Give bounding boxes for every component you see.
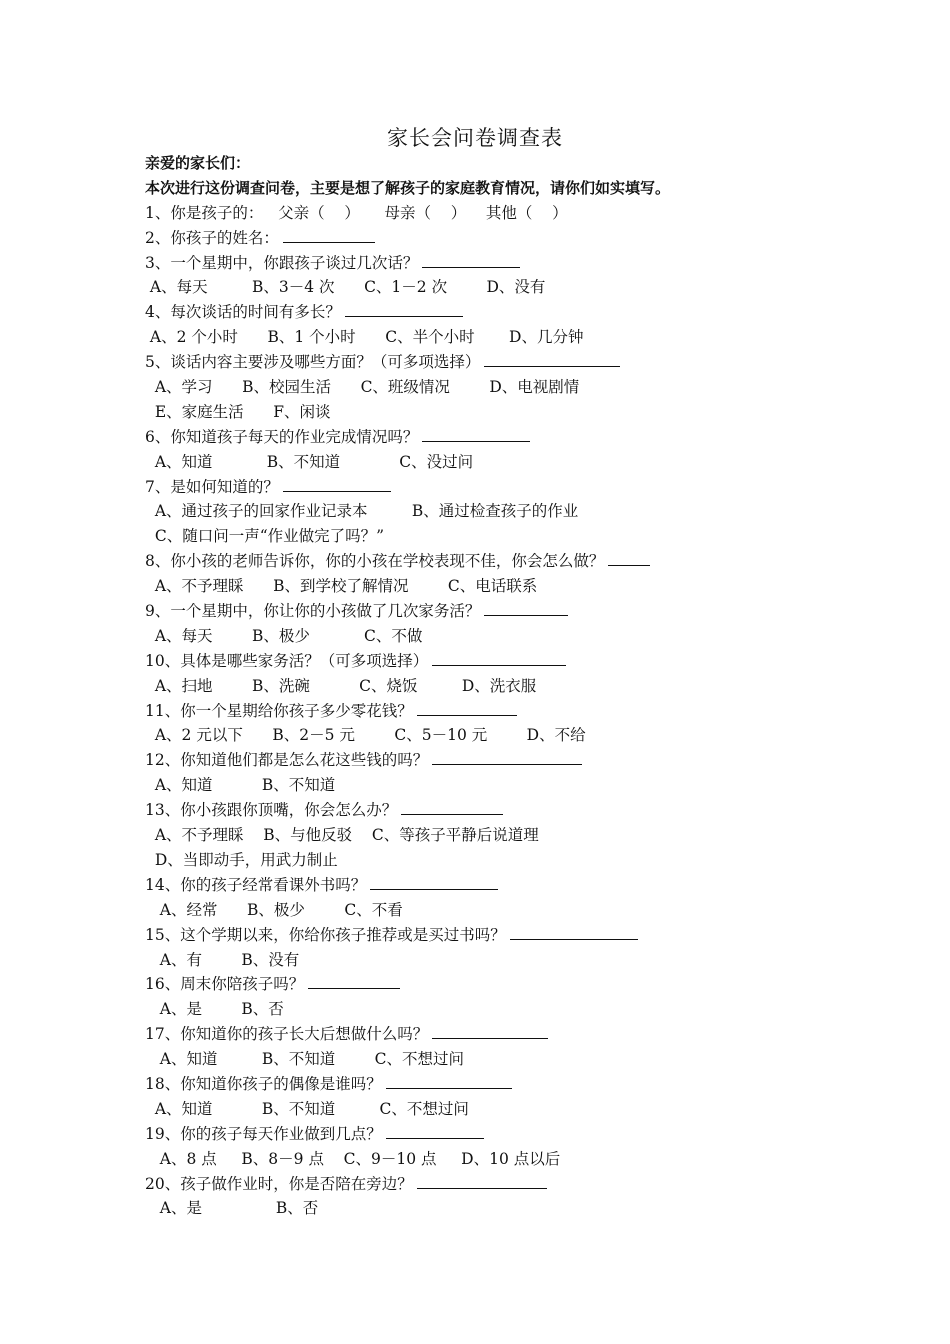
answer-options: A、知道 B、不知道 C、没过问	[145, 452, 474, 471]
question-text: 11、你一个星期给你孩子多少零花钱？	[145, 701, 413, 720]
answer-blank[interactable]	[432, 650, 566, 666]
question-text: 1、你是孩子的： 父亲（ ） 母亲（ ） 其他（ ）	[145, 203, 568, 222]
question-16	[145, 972, 845, 997]
greeting: 亲爱的家长们：	[145, 154, 251, 172]
question-17	[145, 1022, 845, 1047]
answer-options: A、知道 B、不知道	[145, 776, 336, 795]
answer-blank[interactable]	[417, 700, 517, 716]
answer-options: A、通过孩子的回家作业记录本 B、通过检查孩子的作业	[145, 502, 579, 521]
answer-blank[interactable]	[484, 351, 620, 367]
question-text: 9、一个星期中，你让你的小孩做了几次家务活？	[145, 602, 481, 621]
answer-blank[interactable]	[401, 799, 503, 815]
question-text: 12、你知道他们都是怎么花这些钱的吗？	[145, 751, 429, 770]
answer-blank[interactable]	[386, 1123, 484, 1139]
question-15	[145, 923, 845, 948]
answer-options: A、知道 B、不知道 C、不想过问	[145, 1050, 464, 1069]
answer-options: C、随口问一声“作业做完了吗？”	[145, 527, 385, 546]
question-13	[145, 798, 845, 823]
answer-blank[interactable]	[608, 550, 650, 566]
answer-options: A、8 点 B、8－9 点 C、9－10 点 D、10 点以后	[145, 1149, 561, 1168]
answer-options: A、2 个小时 B、1 个小时 C、半个小时 D、几分钟	[145, 328, 584, 347]
question-14	[145, 873, 845, 898]
answer-blank[interactable]	[432, 1023, 548, 1039]
question-text: 17、你知道你的孩子长大后想做什么吗？	[145, 1025, 429, 1044]
question-7	[145, 475, 845, 500]
questionnaire-body	[145, 151, 845, 1221]
question-list	[145, 201, 845, 1222]
answer-blank[interactable]	[484, 600, 568, 616]
question-text: 10、具体是哪些家务活？（可多项选择）	[145, 651, 429, 670]
answer-blank[interactable]	[370, 874, 498, 890]
question-text: 7、是如何知道的？	[145, 477, 279, 496]
answer-blank[interactable]	[422, 426, 530, 442]
question-8	[145, 549, 845, 574]
question-text: 15、这个学期以来，你给你孩子推荐或是买过书吗？	[145, 925, 506, 944]
question-text: 13、你小孩跟你顶嘴，你会怎么办？	[145, 801, 398, 820]
answer-options: D、当即动手，用武力制止	[145, 850, 338, 869]
answer-blank[interactable]	[283, 227, 375, 243]
answer-options: A、不予理睬 B、到学校了解情况 C、电话联系	[145, 577, 538, 596]
intro-text: 本次进行这份调查问卷，主要是想了解孩子的家庭教育情况，请你们如实填写。	[145, 178, 671, 197]
answer-options: A、扫地 B、洗碗 C、烧饭 D、洗衣服	[145, 676, 537, 695]
question-text: 2、你孩子的姓名：	[145, 228, 279, 247]
answer-options: A、学习 B、校园生活 C、班级情况 D、电视剧情	[145, 378, 580, 397]
document-title: 家长会问卷调查表	[387, 126, 563, 150]
answer-blank[interactable]	[283, 476, 391, 492]
answer-blank[interactable]	[422, 252, 520, 268]
question-text: 19、你的孩子每天作业做到几点？	[145, 1124, 382, 1143]
answer-options: A、有 B、没有	[145, 950, 300, 969]
answer-options: A、是 B、否	[145, 1199, 319, 1218]
question-9	[145, 599, 845, 624]
question-text: 8、你小孩的老师告诉你，你的小孩在学校表现不佳，你会怎么做？	[145, 552, 605, 571]
answer-options: A、经常 B、极少 C、不看	[145, 900, 403, 919]
question-3	[145, 251, 845, 276]
question-text: 6、你知道孩子每天的作业完成情况吗？	[145, 427, 419, 446]
answer-options: A、知道 B、不知道 C、不想过问	[145, 1099, 469, 1118]
answer-options: A、每天 B、极少 C、不做	[145, 626, 423, 645]
answer-options: E、家庭生活 F、闲谈	[145, 402, 331, 421]
answer-blank[interactable]	[345, 301, 463, 317]
question-text: 18、你知道你孩子的偶像是谁吗？	[145, 1074, 382, 1093]
answer-options: A、2 元以下 B、2－5 元 C、5－10 元 D、不给	[145, 726, 586, 745]
question-text: 14、你的孩子经常看课外书吗？	[145, 875, 367, 894]
question-text: 16、周末你陪孩子吗？	[145, 975, 305, 994]
question-2	[145, 226, 845, 251]
question-19	[145, 1122, 845, 1147]
answer-blank[interactable]	[432, 749, 582, 765]
answer-blank[interactable]	[308, 973, 400, 989]
question-18	[145, 1072, 845, 1097]
question-6	[145, 425, 845, 450]
question-text: 20、孩子做作业时，你是否陪在旁边？	[145, 1174, 413, 1193]
answer-options: A、每天 B、3－4 次 C、1－2 次 D、没有	[145, 278, 546, 297]
answer-options: A、是 B、否	[145, 1000, 284, 1019]
answer-blank[interactable]	[386, 1073, 512, 1089]
question-text: 4、每次谈话的时间有多长？	[145, 303, 341, 322]
question-12	[145, 748, 845, 773]
answer-blank[interactable]	[417, 1173, 547, 1189]
question-10	[145, 649, 845, 674]
answer-blank[interactable]	[510, 924, 638, 940]
answer-options: A、不予理睬 B、与他反驳 C、等孩子平静后说道理	[145, 826, 539, 845]
question-1	[145, 201, 845, 226]
question-11	[145, 699, 845, 724]
question-text: 3、一个星期中，你跟孩子谈过几次话？	[145, 253, 419, 272]
question-4	[145, 300, 845, 325]
question-20	[145, 1172, 845, 1197]
question-text: 5、谈话内容主要涉及哪些方面？（可多项选择）	[145, 353, 481, 372]
question-5	[145, 350, 845, 375]
